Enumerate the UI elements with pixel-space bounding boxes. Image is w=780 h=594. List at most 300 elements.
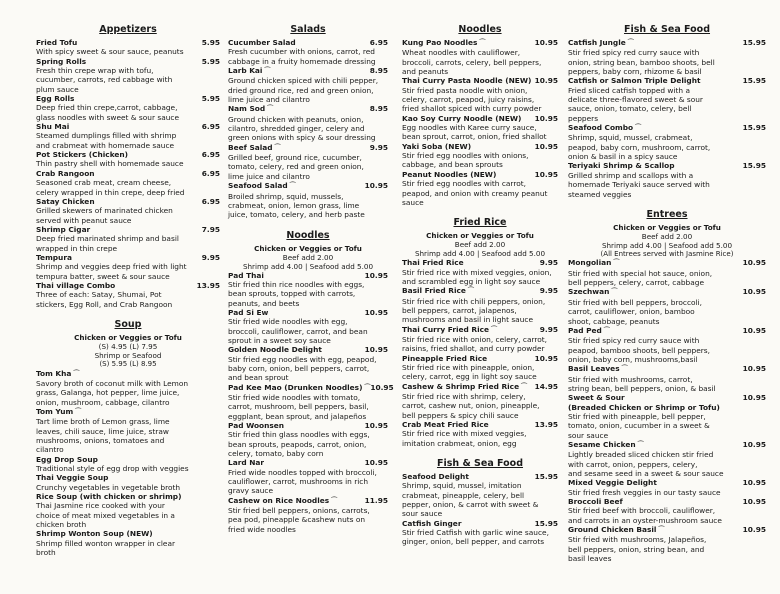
menu-item (402, 472, 558, 519)
menu-item-price: 10.95 (534, 113, 558, 123)
menu-item-description: Seasoned crab meat, cream cheese, celery wrapped in thin crepe, deep fried (36, 178, 185, 197)
section-title: Fish & Sea Food (436, 458, 524, 470)
menu-item-price: 6.95 (369, 38, 388, 47)
section-subtitle: Chicken or Veggies or Tofu (254, 243, 362, 253)
menu-column-2 (228, 22, 394, 534)
menu-item-name: Thai Veggie Soup (36, 473, 109, 483)
menu-item-header (568, 525, 766, 535)
menu-item-header (228, 496, 388, 506)
menu-item-name: Beef Salad (228, 142, 273, 152)
menu-column-1 (36, 22, 220, 557)
section-subtitle: (All Entrees served with Jasmine Rice) (600, 249, 734, 258)
menu-item-name-wrap (568, 38, 634, 48)
menu-item-description: Grilled skewers of marinated chicken served with peanut sauce (36, 206, 173, 225)
menu-item-description: Egg noodles with Karee curry sauce, bean sprout, carrot, onion, fried shallot (402, 123, 547, 142)
menu-item-name: Golden Noodle Delight (228, 345, 322, 355)
menu-item-price: 5.95 (201, 38, 220, 47)
menu-item-name-wrap (228, 143, 280, 153)
menu-item-name-wrap (568, 440, 643, 450)
menu-item-price: 15.95 (742, 161, 766, 171)
menu-item-price: 10.95 (364, 345, 388, 355)
menu-item-name-wrap (228, 308, 268, 317)
menu-section (402, 458, 558, 547)
menu-item-price: 10.95 (534, 353, 558, 363)
menu-item-name: Peanut Noodles (NEW) (402, 169, 497, 179)
menu-item-name: Ground Chicken Basil (568, 525, 657, 535)
menu-item (568, 525, 766, 563)
section-title: Noodles (458, 24, 502, 35)
menu-item-name: Catfish Jungle (568, 38, 626, 47)
menu-item-name-wrap (228, 104, 273, 114)
menu-item-name: Pad Ped (568, 325, 602, 335)
menu-item-name-wrap (36, 281, 115, 290)
menu-item-name-wrap (228, 496, 337, 506)
menu-item-name-wrap (36, 57, 86, 66)
menu-item (568, 123, 766, 161)
section-spacer (402, 207, 558, 215)
section-title: Fish & Sea Food (623, 24, 711, 35)
menu-item-name: Teriyaki Shrimp & Scallop (568, 161, 675, 171)
menu-item-header (36, 492, 220, 501)
menu-item-price: 7.95 (201, 224, 220, 234)
menu-item-name: Pad Woonsen (228, 421, 285, 431)
menu-item-description: Traditional style of egg drop with veggies (36, 464, 189, 473)
menu-item-header (228, 104, 388, 114)
menu-item-price: 10.95 (742, 325, 766, 335)
menu-item-price: 10.95 (364, 181, 388, 191)
menu-item-name-wrap (568, 161, 675, 170)
menu-item-price: 6.95 (201, 168, 220, 178)
chili-pepper-icon: ⁀ (465, 287, 474, 296)
menu-item-name: Fried Tofu (36, 38, 78, 47)
menu-item (228, 382, 394, 421)
menu-item-name: Spring Rolls (36, 56, 87, 66)
menu-item-header (402, 382, 558, 392)
menu-item-price: 10.95 (534, 38, 558, 47)
menu-item-price: 10.95 (364, 307, 388, 317)
section-title: Appetizers (99, 24, 157, 35)
menu-item-name: Tom Yum (36, 406, 74, 416)
menu-item-description: With spicy sweet & sour sauce, peanuts (36, 47, 184, 57)
chili-pepper-icon: ⁀ (656, 526, 665, 535)
menu-item-price: 10.95 (370, 382, 394, 392)
section-spacer (36, 309, 220, 317)
menu-item (402, 382, 558, 420)
menu-item-description: Deep fried marinated shrimp and basil wrapped in thin crepe (36, 234, 179, 253)
section-subtitle: Beef add 2.00 (641, 231, 693, 241)
menu-item-header (228, 382, 394, 393)
menu-item-name-wrap (228, 458, 264, 467)
menu-item (36, 407, 220, 455)
menu-item (36, 253, 220, 281)
menu-item-price: 10.95 (742, 364, 766, 374)
menu-item-header (568, 76, 766, 85)
menu-item-name: Kung Pao Noodles (402, 38, 478, 47)
menu-item-description: Fresh thin crepe wrap with tofu, cucumber, carrots, red cabbage with plum sauce (36, 66, 173, 94)
menu-item-price: 10.95 (742, 478, 766, 488)
menu-item-name-wrap (568, 287, 617, 297)
menu-item-price: 9.95 (539, 286, 558, 296)
menu-item-name-wrap (568, 393, 625, 402)
menu-item-price: 11.95 (364, 495, 388, 505)
chili-pepper-icon: ⁀ (329, 496, 338, 505)
menu-item-header (402, 76, 558, 85)
menu-item (568, 287, 766, 325)
menu-column-3 (402, 22, 558, 547)
menu-item (36, 169, 220, 197)
menu-item-price: 15.95 (742, 76, 766, 86)
menu-item (228, 181, 388, 219)
section-subtitle: Chicken or Veggies or Tofu (74, 332, 182, 342)
menu-item (568, 440, 766, 478)
menu-item-description: Ground chicken with peanuts, onion, cilantro, shredded ginger, celery and green onions with spicy & sour dressing (228, 114, 376, 143)
menu-item-description: Stir fried egg noodles with carrot, peapod, and onion with creamy peanut sauce (402, 179, 548, 207)
menu-item-header (36, 169, 220, 178)
menu-item-description: Stir fried rice with mixed veggies, imitation crabmeat, onion, egg (402, 429, 527, 448)
menu-item-header (228, 143, 388, 153)
menu-item-name: Cucumber Salad (228, 38, 296, 47)
menu-item-name: Thai Curry Fried Rice (402, 324, 490, 334)
menu-item-name: Egg Rolls (36, 94, 75, 104)
menu-section (568, 24, 766, 199)
menu-item-name: Broccoli Beef (568, 497, 623, 507)
section-title: Entrees (646, 208, 688, 220)
menu-item-description: Fresh cucumber with onions, carrot, red cabbage in a fruity homemade dressing (228, 47, 376, 66)
menu-item-header (568, 497, 766, 506)
menu-item-price: 5.95 (201, 56, 220, 66)
section-title: Salads (290, 24, 326, 35)
menu-item-header (568, 287, 766, 297)
menu-item-name: Pot Stickers (Chicken) (36, 150, 129, 160)
menu-item-header (228, 458, 388, 467)
menu-item-name-wrap (228, 383, 370, 393)
menu-item-name-wrap (36, 197, 95, 206)
menu-item-description: Stir fried beef with broccoli, cauliflower, and carrots in an oyster-mushroom sauce (568, 506, 722, 525)
menu-item (568, 258, 766, 287)
menu-item-name: Thai Curry Pasta Noodle (NEW) (402, 76, 532, 86)
menu-item-header (568, 258, 766, 268)
menu-item-header (402, 420, 558, 429)
menu-item-price: 10.95 (534, 141, 558, 151)
menu-item-name-wrap (36, 455, 98, 464)
menu-section (402, 217, 558, 448)
menu-item (568, 393, 766, 402)
menu-item-header (36, 57, 220, 66)
menu-item-name: Tom Kha (36, 368, 72, 378)
menu-item (36, 492, 220, 529)
menu-item-price: 15.95 (534, 472, 558, 482)
menu-item-name: Thai Fried Rice (402, 258, 464, 268)
menu-item-description: Stir fried wide noodles with tomato, carrot, mushroom, bell peppers, basil, eggplant, bean sprout, and jalapeños (228, 393, 369, 421)
menu-item (402, 142, 558, 170)
menu-item-name-wrap (228, 345, 322, 354)
menu-item-name-wrap (228, 38, 296, 47)
menu-item-price: 8.95 (369, 104, 388, 114)
menu-item-name-wrap (402, 170, 496, 179)
menu-item-header (568, 440, 766, 450)
menu-item (402, 519, 558, 547)
menu-item-header (568, 403, 766, 412)
menu-item-name-wrap (568, 258, 619, 268)
menu-item-price: 10.95 (364, 458, 388, 468)
menu-item (36, 225, 220, 253)
menu-item-name-wrap (402, 258, 464, 267)
menu-item-name-wrap (402, 325, 497, 335)
chili-pepper-icon: ⁀ (477, 39, 486, 47)
menu-item-header (402, 258, 558, 267)
menu-item-header (568, 161, 766, 170)
menu-item (228, 308, 388, 345)
menu-item-price: 10.95 (364, 421, 388, 431)
menu-item (568, 38, 766, 76)
menu-item (568, 364, 766, 393)
menu-item-name-wrap (402, 76, 531, 85)
menu-item-header (36, 473, 220, 482)
menu-item-name: Pad Si Ew (228, 307, 269, 317)
menu-item-header (228, 421, 388, 430)
menu-item-description: Stir fried bell peppers, onions, carrots, pea pod, pineapple &cashew nuts on fried wide noodles (228, 506, 370, 534)
menu-item-name: Catfish Ginger (402, 518, 462, 528)
menu-item-header (228, 66, 388, 76)
menu-item-name-wrap (402, 354, 487, 363)
section-spacer (568, 199, 766, 207)
menu-item-name-wrap (568, 123, 641, 133)
menu-item-header (228, 345, 388, 354)
menu-item-price: 9.95 (369, 142, 388, 152)
menu-item-name: Basil Fried Rice (402, 286, 466, 296)
menu-item-header (36, 122, 220, 131)
menu-item-name-wrap (36, 492, 181, 501)
menu-item-name-wrap (36, 369, 79, 379)
chili-pepper-icon: ⁀ (625, 39, 634, 47)
menu-section (36, 24, 220, 309)
chili-pepper-icon: ⁀ (519, 382, 527, 391)
menu-item-description: Stir fried rice with chili peppers, onion, bell peppers, carrot, jalapenos, mushrooms and basil in light sauce (402, 296, 546, 325)
menu-item-price: 10.95 (742, 287, 766, 297)
menu-item-description: Stir fried with mushrooms, carrot, string bean, bell peppers, onion, & basil (568, 374, 716, 393)
menu-item-name: Shrimp Wonton Soup (NEW) (36, 529, 153, 539)
menu-item-name: Tempura (36, 252, 72, 262)
menu-item-description: Shrimp filled wonton wrapper in clear broth (36, 538, 176, 558)
menu-item-description: Stir fried egg noodles with onions, cabbage, and bean sprouts (402, 151, 529, 170)
menu-item-name: Pineapple Fried Rice (402, 353, 488, 363)
menu-item-header (568, 123, 766, 133)
menu-item-name-wrap (402, 382, 527, 392)
menu-item-description: Grilled beef, ground rice, cucumber, tomato, celery, red and green onion, lime juice and cilantro (228, 153, 364, 181)
menu-item (228, 143, 388, 181)
menu-item-name-wrap (568, 525, 664, 535)
menu-item-description: Stir fried Catfish with garlic wine sauce, ginger, onion, bell pepper, and carrots (402, 528, 549, 547)
menu-item-header (568, 478, 766, 487)
menu-item-description: Stir fried pasta noodle with onion, celery, carrot, peapod, juicy raisins, fried shallot spiced with curry powder (402, 85, 542, 114)
chili-pepper-icon: ⁀ (633, 124, 641, 133)
menu-item-description: Stir fried thin glass noodles with eggs, bean sprouts, peapods, carrot, onion, celery, tomato, baby corn (228, 430, 370, 459)
menu-item-header (402, 170, 558, 179)
menu-item (402, 76, 558, 113)
menu-item-header (228, 38, 388, 47)
menu-item-price: 10.95 (364, 270, 388, 280)
menu-item-description: Stir fried with bell peppers, broccoli, carrot, cauliflower, onion, bamboo shoot, cabbage, peanuts (568, 297, 702, 326)
menu-item-price: 10.95 (742, 393, 766, 403)
menu-item-description: Crunchy vegetables in vegetable broth (36, 482, 181, 492)
menu-item (228, 271, 388, 308)
menu-item (228, 496, 388, 534)
chili-pepper-icon: ⁀ (73, 407, 82, 416)
section-title: Fried Rice (453, 217, 507, 229)
menu-item-name-wrap (402, 286, 474, 296)
section-spacer (228, 220, 388, 228)
menu-item-name: Crab Meat Fried Rice (402, 420, 489, 430)
menu-item-description: Stir fried with pineapple, bell pepper, tomato, onion, cucumber in a sweet & sour sauce (568, 411, 710, 440)
section-spacer (402, 448, 558, 456)
menu-item (36, 473, 220, 492)
menu-item-header (36, 253, 220, 262)
menu-item-description: Stir fried fresh veggies in our tasty sauce (568, 487, 721, 497)
menu-item (568, 403, 766, 440)
menu-item-price: 6.95 (201, 196, 220, 206)
menu-item-name: Crab Rangoon (36, 168, 95, 178)
menu-item-name-wrap (568, 478, 657, 487)
menu-item-name-wrap (36, 529, 153, 538)
menu-item (228, 66, 388, 104)
menu-item-price: 15.95 (742, 38, 766, 47)
section-subtitle: Shrimp add 4.00 | Seafood add 5.00 (242, 261, 374, 271)
menu-item (36, 94, 220, 122)
menu-item-header (36, 197, 220, 206)
menu-item-price: 10.95 (742, 439, 766, 449)
menu-item (36, 455, 220, 474)
menu-item-description: Shrimp, squid, mussel, imitation crabmeat, pineapple, celery, bell pepper, onion, & carrot with sweet & sour sauce (402, 481, 539, 519)
menu-item-description: Lightly breaded sliced chicken stir fried with carrot, onion, peppers, celery, and sesame seed in a sweet & sour sauce (568, 450, 724, 478)
menu-section (402, 24, 558, 207)
menu-item-price: 5.95 (201, 94, 220, 104)
menu-item-price: 9.95 (539, 258, 558, 268)
section-title: Soup (114, 318, 142, 330)
section-subtitle: Shrimp add 4.00 | Seafood add 5.00 (414, 249, 546, 259)
menu-item-description: Fried wide noodles topped with broccoli, cauliflower, carrot, mushrooms in rich gravy sauce (228, 467, 377, 496)
menu-item-name: (Breaded Chicken or Shrimp or Tofu) (568, 402, 720, 412)
menu-item-header (36, 281, 220, 290)
menu-item-name: Thai village Combo (36, 280, 116, 290)
chili-pepper-icon: ⁀ (635, 440, 644, 449)
section-subtitle: Shrimp or Seafood (94, 350, 162, 360)
menu-item-price: 6.95 (201, 122, 220, 132)
chili-pepper-icon: ⁀ (262, 67, 271, 76)
menu-item-description: Stir fried rice with pineapple, onion, celery, carrot, egg in light soy sauce (402, 362, 537, 382)
menu-item-name: Cashew & Shrimp Fried Rice (402, 381, 520, 391)
menu-item-description: Thin pastry shell with homemade sauce (36, 159, 184, 169)
menu-item-header (402, 38, 558, 48)
menu-item (402, 354, 558, 382)
menu-item-name: Yaki Soba (NEW) (402, 141, 472, 151)
menu-item (402, 38, 558, 76)
menu-section (228, 24, 388, 220)
menu-item (402, 114, 558, 142)
menu-item-header (402, 472, 558, 481)
menu-item (228, 38, 388, 66)
menu-item-price: 10.95 (742, 497, 766, 507)
menu-item-header (402, 354, 558, 363)
menu-item (36, 281, 220, 309)
menu-item-name-wrap (36, 122, 69, 131)
menu-item-header (402, 286, 558, 296)
menu-item-description: Tart lime broth of Lemon grass, lime leaves, chili sauce, lime juice, straw mushrooms, onions, tomatoes and cilantro (36, 417, 170, 455)
menu-item-name: Basil Leaves (568, 364, 620, 374)
chili-pepper-icon: ⁀ (611, 259, 620, 268)
menu-item-header (228, 181, 388, 191)
menu-item-name: Seafood Delight (402, 472, 469, 482)
menu-item-name: Mixed Veggie Delight (568, 478, 657, 488)
menu-item (402, 258, 558, 286)
menu-item-description: Savory broth of coconut milk with Lemon grass, Galanga, hot pepper, lime juice, onion, mushroom, cabbage, cilantro (36, 378, 189, 407)
menu-item-name: Satay Chicken (36, 196, 95, 206)
menu-item-price: 13.95 (196, 280, 220, 290)
menu-item-name: Seafood Salad (228, 181, 288, 191)
chili-pepper-icon: ⁀ (265, 105, 273, 114)
menu-item-name-wrap (568, 76, 701, 85)
menu-item-name: Szechwan (568, 287, 610, 297)
menu-item-name-wrap (228, 66, 270, 76)
menu-item-name-wrap (36, 94, 74, 103)
menu-item-name-wrap (568, 326, 610, 336)
menu-column-4 (568, 22, 766, 563)
menu-item-name-wrap (402, 420, 489, 429)
menu-item-price: 10.95 (534, 169, 558, 179)
menu-item (36, 38, 220, 57)
menu-item-price: 15.95 (534, 518, 558, 528)
menu-item (228, 458, 388, 495)
menu-item-header (568, 38, 766, 48)
chili-pepper-icon: ⁀ (489, 325, 497, 334)
chili-pepper-icon: ⁀ (601, 326, 610, 335)
menu-item-price: 14.95 (534, 381, 558, 391)
menu-item-name-wrap (568, 497, 623, 506)
menu-item-name: Lard Nar (228, 458, 265, 468)
chili-pepper-icon: ⁀ (71, 369, 80, 378)
menu-section (568, 209, 766, 564)
section-subtitle: (S) 4.95 (L) 7.95 (98, 341, 158, 351)
menu-item-name: Pad Thai (228, 270, 264, 280)
menu-item-description: Deep fried thin crepe,carrot, cabbage, glass noodles with sweet & sour sauce (36, 103, 180, 122)
menu-item-name: Nam Sod (228, 104, 266, 114)
menu-item-name-wrap (36, 253, 72, 262)
menu-item-name-wrap (402, 114, 521, 123)
menu-item (36, 369, 220, 407)
menu-item-header (36, 225, 220, 234)
menu-item (568, 76, 766, 123)
menu-item-description: Stir fried with special hot sauce, onion, bell peppers, celery, carrot, cabbage (568, 268, 713, 288)
menu-item-description: Shrimp and veggies deep fried with light tempura batter, sweet & sour sauce (36, 262, 187, 281)
section-title: Noodles (286, 229, 330, 241)
menu-item (36, 197, 220, 225)
menu-item-name-wrap (402, 142, 471, 151)
menu-item-header (36, 369, 220, 379)
menu-item-description: Stir fried wide noodles with egg, broccoli, cauliflower, carrot, and bean sprout in a sweet soy sauce (228, 317, 368, 345)
menu-item-name: Pad Kee Mao (Drunken Noodles) (228, 382, 363, 392)
menu-item-description: Stir fried thin rice noodles with eggs, bean sprouts, topped with carrots, peanuts, and beets (228, 279, 365, 308)
menu-item-description: Wheat noodles with cauliflower, broccoli, carrots, celery, bell peppers, and peanuts (402, 48, 542, 77)
menu-item-description: Stir fried rice with onion, celery, carrot, raisins, fried shallot, and curry powder (402, 334, 548, 354)
menu-item-description: Stir fried rice with mixed veggies, onion, and scrambled egg in light soy sauce (402, 267, 552, 286)
menu-item-name-wrap (36, 225, 90, 234)
menu-item-header (36, 38, 220, 47)
menu-item (568, 497, 766, 525)
menu-section (36, 319, 220, 557)
menu-item-name-wrap (228, 181, 296, 191)
menu-item-header (568, 364, 766, 374)
menu-item-description: Shrimp, squid, mussel, crabmeat, peapod, baby corn, mushroom, carrot, onion & basil in a spicy sauce (568, 133, 711, 162)
menu-item-price: 8.95 (369, 66, 388, 76)
